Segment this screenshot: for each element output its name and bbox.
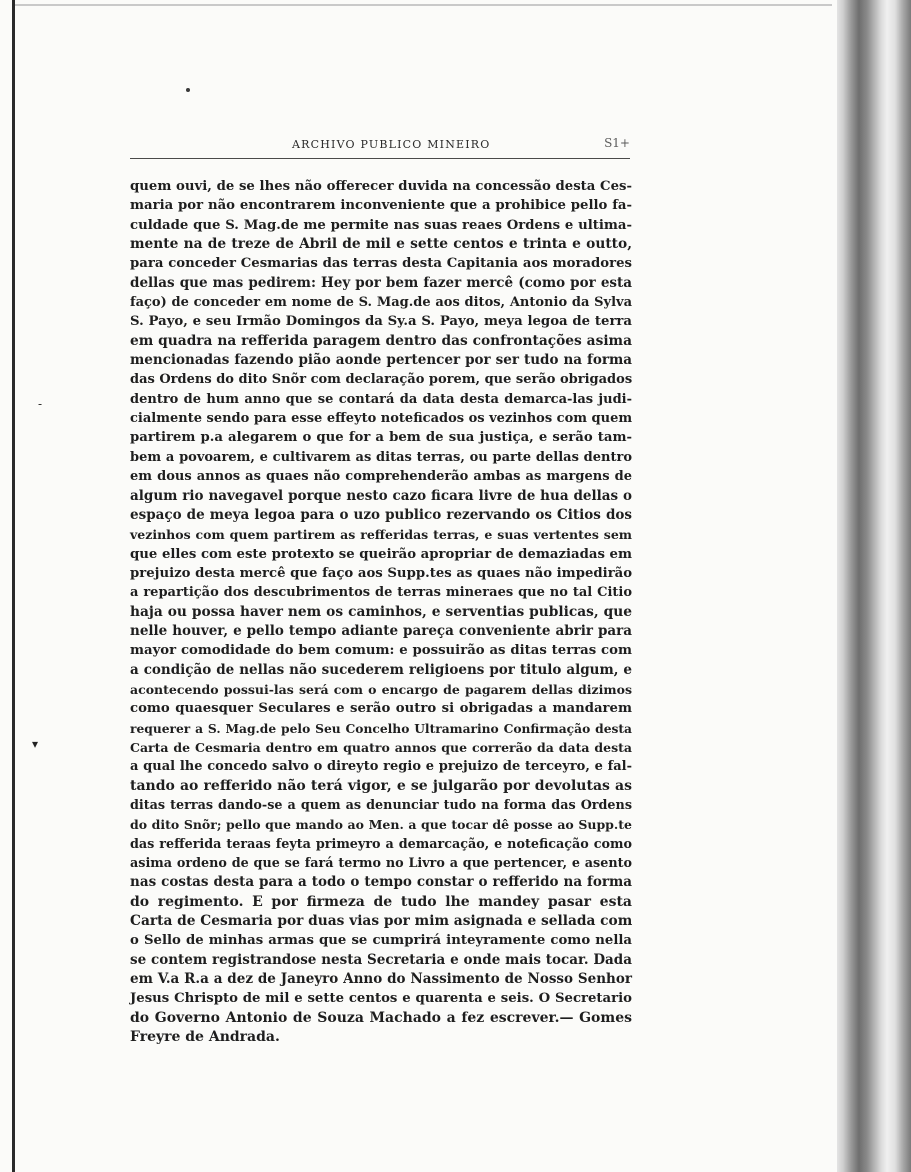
text-line: nelle houver, e pello tempo adiante pareça conveniente abrir para — [130, 622, 632, 639]
text-line: a condição de nellas não sucederem religioens por titulo algum, e — [130, 661, 632, 678]
text-line: algum rio navegavel porque nesto cazo ficara livre de hua dellas o — [130, 487, 632, 504]
text-line: prejuizo desta mercê que faço aos Supp.tes as quaes não impedirão — [130, 565, 633, 581]
book-spine-shadow — [837, 0, 911, 1172]
running-head-title: ARCHIVO PUBLICO MINEIRO — [292, 138, 491, 151]
text-line: bem a povoarem, e cultivarem as ditas terras, ou parte dellas dentro — [130, 449, 632, 465]
text-line: Carta de Cesmaria dentro em quatro annos que correrão da data desta — [130, 739, 632, 755]
text-line: mente na de treze de Abril de mil e sette centos e trinta e outto, — [130, 236, 632, 253]
text-line: do dito Snõr; pello que mando ao Men. a que tocar dê posse ao Supp.te — [130, 817, 632, 833]
running-head — [130, 136, 630, 156]
text-line: requerer a S. Mag.de pelo Seu Concelho Ultramarino Confirmação desta — [130, 720, 632, 736]
text-line: asima ordeno de que se fará termo no Livro a que pertencer, e asento — [130, 856, 632, 872]
page-number: S1+ — [604, 136, 630, 150]
text-line: em dous annos as quaes não comprehenderão ambas as margens de — [130, 469, 632, 485]
text-line: o Sello de minhas armas que se cumprirá inteyramente como nella — [130, 933, 632, 949]
text-line: espaço de meya legoa para o uzo publico rezervando os Citios dos — [130, 506, 632, 523]
text-line: ditas terras dando-se a quem as denunciar tudo na forma das Ordens — [130, 798, 632, 813]
text-line: em V.a R.a a dez de Janeyro Anno do Nassimento de Nosso Senhor — [130, 971, 632, 988]
text-line: do regimento. E por firmeza de tudo lhe mandey pasar esta — [130, 893, 632, 910]
text-line: vezinhos com quem partirem as refferidas terras, e suas vertentes sem — [130, 527, 632, 543]
text-line: quem ouvi, de se lhes não offerecer duvida na concessão desta Ces- — [130, 179, 632, 194]
body-text — [130, 177, 632, 1047]
margin-arrow-mark: ▾ — [32, 737, 39, 751]
text-line: que elles com este protexto se queirão apropriar de demaziadas em — [130, 546, 632, 562]
speck-mark — [186, 88, 190, 92]
text-line: dentro de hum anno que se contará da data desta demarca-las judi- — [130, 391, 632, 407]
text-line: como quaesquer Seculares e serão outro si obrigadas a mandarem — [130, 701, 632, 717]
text-line: Carta de Cesmaria por duas vias por mim asignada e sellada com — [130, 913, 633, 930]
text-line: nas costas desta para a todo o tempo constar o refferido na forma — [130, 874, 632, 891]
text-line: cialmente sendo para esse effeyto noteficados os vezinhos com quem — [130, 411, 633, 427]
text-line: tando ao refferido não terá vigor, e se julgarão por devolutas as — [130, 777, 632, 794]
text-line: para conceder Cesmarias das terras desta Capitania aos moradores — [130, 256, 632, 272]
left-page-edge — [12, 0, 15, 1172]
text-line: a qual lhe concedo salvo o direyto regio e prejuizo de terceyro, e fal- — [130, 759, 632, 775]
text-line: haja ou possa haver nem os caminhos, e serventias publicas, que — [130, 603, 632, 620]
text-line: S. Payo, e seu Irmão Domingos da Sy.a S. Payo, meya legoa de terra — [130, 314, 632, 330]
text-line: se contem registrandose nesta Secretaria e onde mais tocar. Dada — [130, 951, 632, 968]
margin-dash-mark: - — [38, 397, 43, 411]
text-line: das Ordens do dito Snõr com declaração porem, que serão obrigados — [130, 372, 633, 388]
text-line: Jesus Chrispto de mil e sette centos e quarenta e seis. O Secretario — [130, 991, 632, 1007]
text-line: dellas que mas pedirem: Hey por bem fazer mercê (como por esta — [130, 274, 632, 291]
top-edge-rule — [14, 4, 832, 6]
header-rule — [130, 158, 630, 159]
text-line: Freyre de Andrada. — [130, 1029, 280, 1046]
text-line: acontecendo possui-las será com o encargo de pagarem dellas dizimos — [130, 681, 632, 697]
text-line: partirem p.a alegarem o que for a bem de sua justiça, e serão tam- — [130, 430, 632, 446]
text-line: mayor comodidade do bem comum: e possuirão as ditas terras com — [130, 643, 632, 659]
text-line: culdade que S. Mag.de me permite nas suas reaes Ordens e ultima- — [130, 217, 632, 233]
text-line: faço) de conceder em nome de S. Mag.de aos ditos, Antonio da Sylva — [130, 295, 632, 311]
text-line: mencionadas fazendo pião aonde pertencer por ser tudo na forma — [130, 352, 632, 369]
text-line: em quadra na refferida paragem dentro das confrontações asima — [130, 332, 632, 349]
text-line: maria por não encontrarem inconveniente que a prohibice pello fa- — [130, 198, 632, 214]
text-line: a repartição dos descubrimentos de terras mineraes que no tal Citio — [130, 585, 632, 601]
text-line: do Governo Antonio de Souza Machado a fez escrever.— Gomes — [130, 1009, 632, 1026]
text-line: das refferida teraas feyta primeyro a demarcação, e noteficação como — [130, 836, 632, 852]
